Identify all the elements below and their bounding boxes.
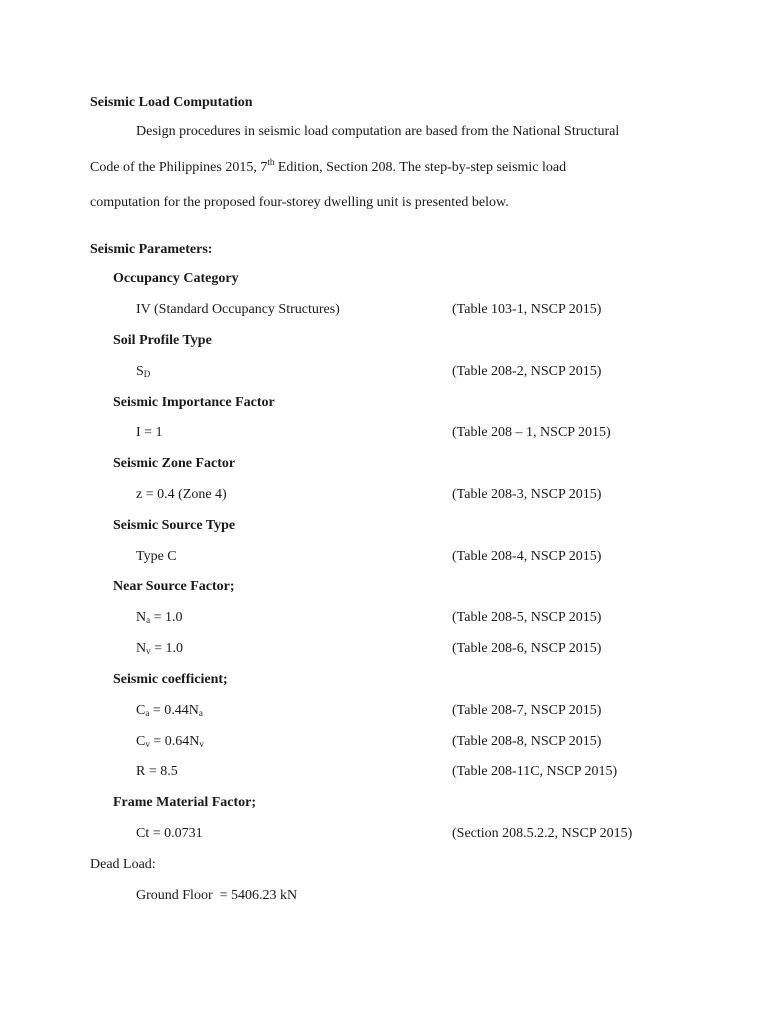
importance-value: I = 1 (136, 425, 163, 440)
intro-line-2-end: Edition, Section 208. The step-by-step seismic load (274, 160, 567, 175)
intro-line-2 (90, 157, 567, 176)
nv-sub: v (146, 646, 151, 656)
zone-label: Seismic Zone Factor (113, 456, 236, 471)
source-type-value: Type C (136, 549, 177, 564)
nv-main: N (136, 641, 147, 656)
r-value: R = 8.5 (136, 764, 178, 779)
cv-sub2: v (199, 739, 204, 749)
source-type-label: Seismic Source Type (113, 518, 236, 533)
dead-load-label: Dead Load: (90, 857, 156, 872)
soil-label: Soil Profile Type (113, 333, 212, 348)
section-heading: Seismic Load Computation (90, 95, 253, 110)
cv-value (136, 734, 204, 750)
ca-sub: a (145, 708, 150, 718)
coefficient-label: Seismic coefficient; (113, 672, 228, 687)
ca-value (136, 703, 203, 719)
edition-superscript: th (267, 157, 275, 167)
nv-value (136, 641, 183, 657)
frame-ref: (Section 208.5.2.2, NSCP 2015) (452, 826, 633, 841)
importance-ref: (Table 208 – 1, NSCP 2015) (452, 425, 611, 440)
cv-main: C (136, 734, 146, 749)
na-rest: = 1.0 (150, 610, 183, 625)
na-ref: (Table 208-5, NSCP 2015) (452, 610, 602, 625)
ca-ref: (Table 208-7, NSCP 2015) (452, 703, 602, 718)
na-value (136, 610, 183, 626)
r-ref: (Table 208-11C, NSCP 2015) (452, 764, 618, 779)
frame-label: Frame Material Factor; (113, 795, 257, 810)
cv-sub: v (145, 739, 150, 749)
occupancy-ref: (Table 103-1, NSCP 2015) (452, 302, 602, 317)
na-sub: a (146, 615, 151, 625)
soil-value (136, 364, 150, 380)
ca-sub2: a (198, 708, 203, 718)
params-title: Seismic Parameters: (90, 242, 213, 257)
soil-value-sub: D (143, 369, 151, 379)
cv-mid: = 0.64N (149, 734, 200, 749)
zone-ref: (Table 208-3, NSCP 2015) (452, 487, 602, 502)
importance-label: Seismic Importance Factor (113, 395, 275, 410)
ca-mid: = 0.44N (149, 703, 199, 718)
ground-floor-load: Ground Floor = 5406.23 kN (136, 888, 298, 903)
nv-ref: (Table 208-6, NSCP 2015) (452, 641, 602, 656)
intro-line-1: Design procedures in seismic load computation are based from the National Structural (136, 124, 620, 139)
occupancy-value: IV (Standard Occupancy Structures) (136, 302, 340, 317)
ca-main: C (136, 703, 146, 718)
soil-ref: (Table 208-2, NSCP 2015) (452, 364, 602, 379)
zone-value: z = 0.4 (Zone 4) (136, 487, 227, 502)
frame-value: Ct = 0.0731 (136, 826, 203, 841)
soil-value-main: S (136, 364, 144, 379)
cv-ref: (Table 208-8, NSCP 2015) (452, 734, 602, 749)
nv-rest: = 1.0 (150, 641, 184, 656)
occupancy-label: Occupancy Category (113, 271, 239, 286)
source-type-ref: (Table 208-4, NSCP 2015) (452, 549, 602, 564)
intro-line-3: computation for the proposed four-storey dwelling unit is presented below. (90, 195, 509, 210)
na-main: N (136, 610, 147, 625)
intro-line-2-start: Code of the Philippines 2015, 7 (90, 160, 268, 175)
near-source-label: Near Source Factor; (113, 579, 235, 594)
